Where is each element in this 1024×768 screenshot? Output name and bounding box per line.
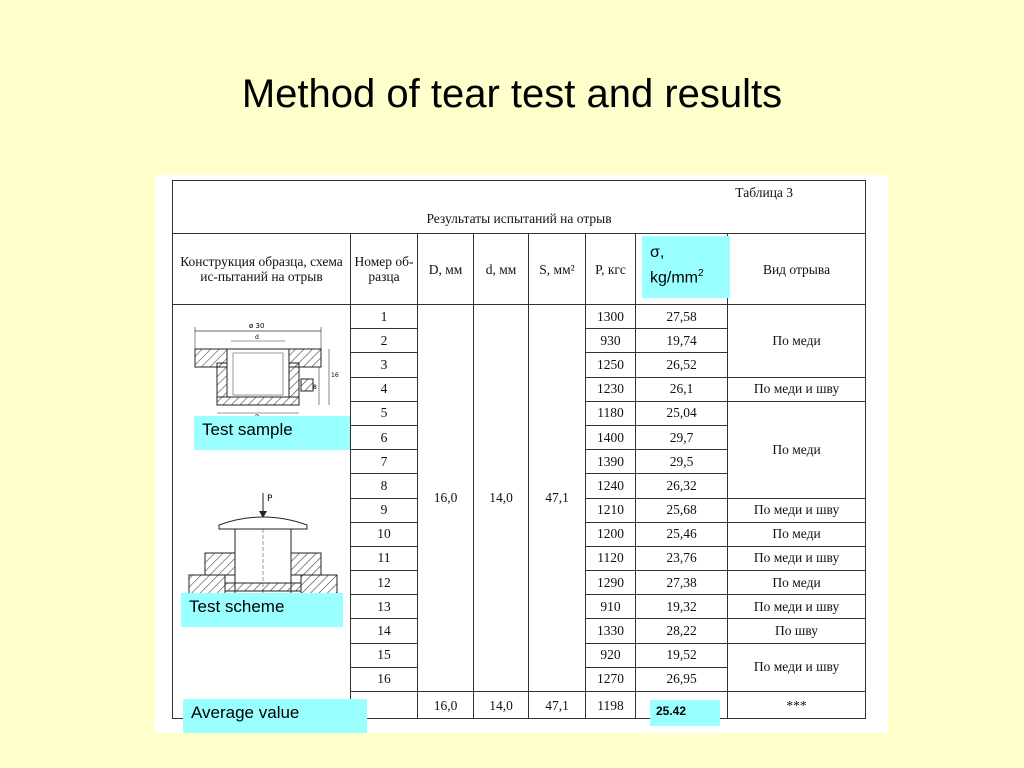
cell-P: 1210 <box>586 498 636 522</box>
cell-avg-S: 47,1 <box>529 692 586 719</box>
cell-sigma: 27,58 <box>636 305 728 329</box>
cell-sigma: 19,74 <box>636 329 728 353</box>
average-sigma-callout: 25.42 <box>650 700 720 726</box>
test-sample-callout: Test sample <box>194 416 350 450</box>
cell-sigma: 28,22 <box>636 619 728 643</box>
cell-sigma: 19,52 <box>636 643 728 667</box>
header-fracture: Вид отрыва <box>728 234 866 305</box>
cell-no: 3 <box>351 353 418 377</box>
cell-fracture: По меди <box>728 401 866 498</box>
cell-fracture: По меди и шву <box>728 595 866 619</box>
cell-d-merged: 14,0 <box>474 305 529 692</box>
cell-no: 4 <box>351 377 418 401</box>
cell-avg-fracture: *** <box>728 692 866 719</box>
cell-P: 1120 <box>586 546 636 570</box>
cell-no: 9 <box>351 498 418 522</box>
cell-sigma: 26,32 <box>636 474 728 498</box>
test-scheme-callout: Test scheme <box>181 593 343 627</box>
sigma-callout-sup: 2 <box>698 268 704 279</box>
cell-fracture: По меди и шву <box>728 377 866 401</box>
cell-P: 1390 <box>586 450 636 474</box>
cell-D-merged: 16,0 <box>418 305 474 692</box>
cell-P: 1400 <box>586 425 636 449</box>
table-caption-row <box>173 181 866 234</box>
cell-avg-D: 16,0 <box>418 692 474 719</box>
cell-no: 7 <box>351 450 418 474</box>
cell-fracture: По меди и шву <box>728 546 866 570</box>
table-number-label: Таблица 3 <box>735 185 794 200</box>
scheme-load-label: P <box>267 494 273 504</box>
cell-fracture: По шву <box>728 619 866 643</box>
cell-P: 1330 <box>586 619 636 643</box>
cell-P: 1270 <box>586 667 636 691</box>
cell-fracture: По меди и шву <box>728 643 866 691</box>
cell-sigma: 29,5 <box>636 450 728 474</box>
cell-avg-P: 1198 <box>586 692 636 719</box>
sample-dim-H: 16 <box>331 372 339 379</box>
slide-title: Method of tear test and results <box>241 72 783 116</box>
cell-no: 13 <box>351 595 418 619</box>
cell-fracture: По меди <box>728 522 866 546</box>
cell-S-merged: 47,1 <box>529 305 586 692</box>
cell-no: 15 <box>351 643 418 667</box>
sample-dim-diameter: ø 30 <box>249 322 265 330</box>
header-d: d, мм <box>474 234 529 305</box>
cell-fracture: По меди и шву <box>728 498 866 522</box>
cell-P: 1300 <box>586 305 636 329</box>
cell-P: 1200 <box>586 522 636 546</box>
cell-sigma: 23,76 <box>636 546 728 570</box>
header-design: Конструкция образца, схема ис-пытаний на отрыв <box>173 234 351 305</box>
cell-P: 1180 <box>586 401 636 425</box>
test-sample-drawing <box>181 319 341 419</box>
header-P: P, кгс <box>586 234 636 305</box>
table-caption-cell <box>173 181 866 234</box>
cell-sigma: 25,04 <box>636 401 728 425</box>
table-header-row <box>173 234 866 305</box>
cell-fracture: По меди <box>728 305 866 378</box>
cell-no: 6 <box>351 425 418 449</box>
cell-sigma: 27,38 <box>636 571 728 595</box>
cell-no: 2 <box>351 329 418 353</box>
cell-sigma: 26,1 <box>636 377 728 401</box>
cell-sigma: 25,46 <box>636 522 728 546</box>
cell-P: 1290 <box>586 571 636 595</box>
cell-no: 12 <box>351 571 418 595</box>
header-sample-no: Номер об-разца <box>351 234 418 305</box>
cell-P: 1240 <box>586 474 636 498</box>
cell-P: 910 <box>586 595 636 619</box>
cell-sigma: 25,68 <box>636 498 728 522</box>
sample-dim-d: d <box>255 334 259 341</box>
design-cell <box>173 305 351 719</box>
cell-sigma: 26,95 <box>636 667 728 691</box>
sigma-callout-symbol: σ, <box>650 244 665 261</box>
cell-avg-d: 14,0 <box>474 692 529 719</box>
cell-no: 10 <box>351 522 418 546</box>
cell-no: 5 <box>351 401 418 425</box>
results-figure <box>155 175 888 733</box>
header-D: D, мм <box>418 234 474 305</box>
sigma-header-callout <box>642 236 730 298</box>
cell-fracture: По меди <box>728 571 866 595</box>
cell-P: 1250 <box>586 353 636 377</box>
sigma-callout-unit: kg/mm <box>650 269 698 287</box>
average-value-callout: Average value <box>183 699 367 733</box>
cell-no: 1 <box>351 305 418 329</box>
cell-no: 11 <box>351 546 418 570</box>
cell-sigma: 29,7 <box>636 425 728 449</box>
cell-no: 14 <box>351 619 418 643</box>
cell-P: 920 <box>586 643 636 667</box>
cell-P: 1230 <box>586 377 636 401</box>
table-caption: Результаты испытаний на отрыв <box>426 211 612 226</box>
cell-sigma: 19,32 <box>636 595 728 619</box>
sample-dim-h: 8 <box>313 384 317 391</box>
header-S: S, мм² <box>529 234 586 305</box>
cell-no: 16 <box>351 667 418 691</box>
table-row <box>173 305 866 329</box>
cell-no: 8 <box>351 474 418 498</box>
cell-P: 930 <box>586 329 636 353</box>
cell-sigma: 26,52 <box>636 353 728 377</box>
